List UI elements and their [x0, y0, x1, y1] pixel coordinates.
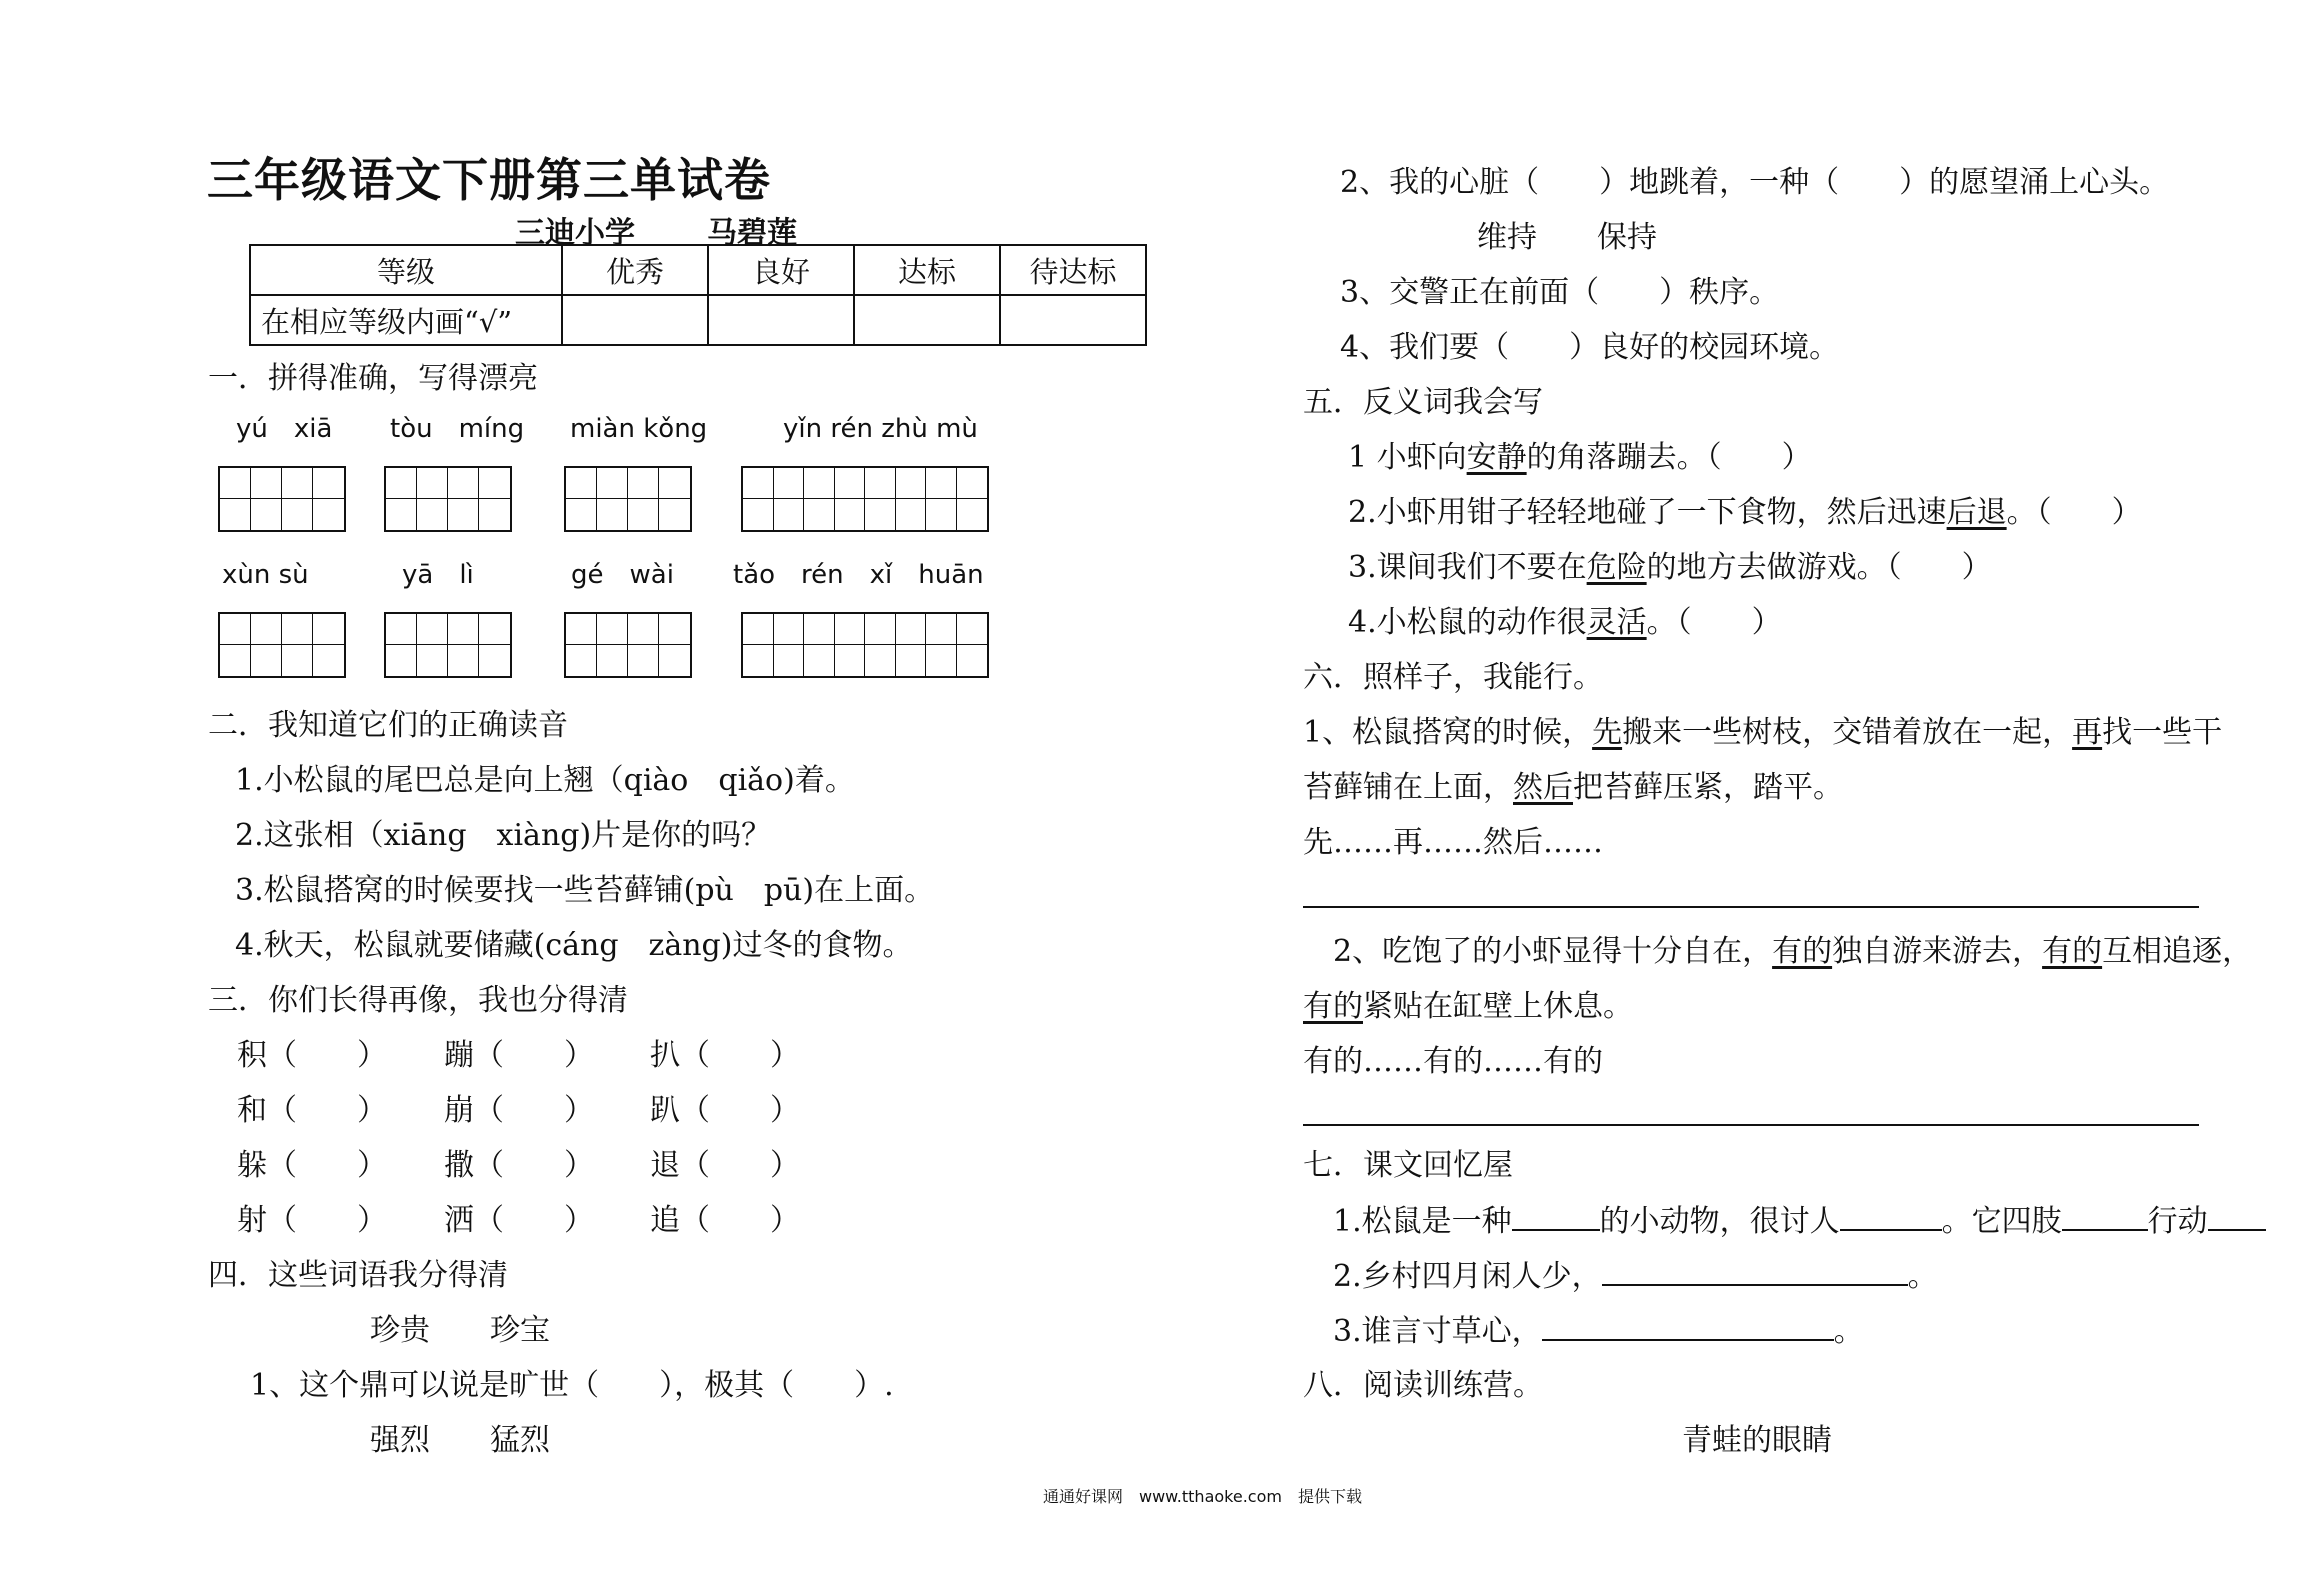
char-compare-item: 躲（ ） — [237, 1148, 387, 1183]
writing-grid[interactable] — [384, 466, 512, 532]
sentence-text: 互相追逐， — [2102, 934, 2253, 969]
grade-instruction-cell: 在相应等级内画“√” — [250, 295, 562, 345]
antonym-prefix: 3.课间我们不要在 — [1348, 550, 1587, 585]
recall-question — [1333, 1201, 2266, 1242]
reading-title: 青蛙的眼睛 — [1682, 1423, 1832, 1458]
section5-heading: 五．反义词我会写 — [1303, 385, 1543, 420]
antonym-question — [1348, 603, 1782, 643]
recall-text: 行动 — [2147, 1204, 2208, 1239]
sentence-text: 1、松鼠搭窝的时候， — [1303, 715, 1593, 750]
fill-question: 1、这个鼎可以说是旷世（ ），极其（ ）. — [250, 1368, 894, 1403]
char-compare-item: 积（ ） — [237, 1038, 387, 1073]
antonym-prefix: 4.小松鼠的动作很 — [1348, 605, 1587, 640]
fill-blank[interactable] — [2208, 1201, 2266, 1231]
fill-blank[interactable] — [1542, 1311, 1834, 1341]
writing-grid[interactable] — [384, 612, 512, 678]
reading-question: 1.小松鼠的尾巴总是向上翘（qiào qiǎo)着。 — [235, 763, 855, 798]
pinyin-label: yā lì — [402, 560, 474, 590]
word-choices: 珍贵 珍宝 — [370, 1313, 550, 1348]
writing-grid[interactable] — [741, 466, 989, 532]
example-sentence-line2 — [1303, 768, 1843, 808]
pinyin-label: gé wài — [571, 560, 674, 590]
grade-pass-cell: 达标 — [854, 245, 1000, 295]
page-title: 三年级语文下册第三单试卷 — [207, 153, 771, 207]
grade-good-cell: 良好 — [708, 245, 854, 295]
fill-question: 4、我们要（ ）良好的校园环境。 — [1340, 330, 1840, 365]
section8-heading: 八．阅读训练营。 — [1303, 1368, 1543, 1403]
antonym-suffix: 的角落蹦去。（ ） — [1526, 440, 1812, 475]
char-compare-item: 扒（ ） — [650, 1038, 800, 1073]
sentence-text: 紧贴在缸壁上休息。 — [1363, 989, 1633, 1024]
char-compare-item: 和（ ） — [237, 1093, 387, 1128]
antonym-prefix: 2.小虾用钳子轻轻地碰了一下食物，然后迅速 — [1348, 495, 1947, 530]
antonym-question — [1348, 493, 2142, 533]
answer-line[interactable] — [1303, 1124, 2199, 1126]
grade-check-box[interactable] — [854, 295, 1000, 345]
sentence-pattern: 有的……有的……有的 — [1303, 1044, 1603, 1079]
fill-blank[interactable] — [1512, 1201, 1600, 1231]
sentence-pattern: 先……再……然后…… — [1303, 825, 1603, 860]
reading-question: 4.秋天，松鼠就要储藏(cáng zàng)过冬的食物。 — [235, 928, 913, 963]
keyword: 有的 — [1303, 989, 1363, 1024]
char-compare-item: 追（ ） — [650, 1203, 800, 1238]
recall-text: 。它四肢 — [1941, 1204, 2062, 1239]
pinyin-label: yú xiā — [236, 414, 333, 444]
writing-grid[interactable] — [564, 466, 692, 532]
sentence-text: 找一些干 — [2102, 715, 2223, 750]
grade-check-box[interactable] — [708, 295, 854, 345]
word-choices: 维持 保持 — [1477, 220, 1657, 255]
section1-heading: 一．拼得准确，写得漂亮 — [208, 361, 538, 396]
antonym-target-word: 后退 — [1946, 495, 2007, 530]
char-compare-item: 射（ ） — [237, 1203, 387, 1238]
antonym-prefix: 1 小虾向 — [1348, 440, 1467, 475]
fill-question: 2、我的心脏（ ）地跳着，一种（ ）的愿望涌上心头。 — [1340, 165, 2170, 200]
grade-needs-work-cell: 待达标 — [1000, 245, 1146, 295]
antonym-suffix: 的地方去做游戏。（ ） — [1646, 550, 1992, 585]
section6-heading: 六．照样子，我能行。 — [1303, 660, 1603, 695]
reading-question: 3.松鼠搭窝的时候要找一些苔藓铺(pù pū)在上面。 — [235, 873, 935, 908]
antonym-suffix: 。（ ） — [1646, 605, 1782, 640]
recall-question — [1333, 1311, 1864, 1352]
teacher-name: 马碧莲 — [707, 216, 797, 251]
example-sentence — [1333, 932, 2252, 972]
school-name: 三迪小学 — [515, 216, 635, 251]
writing-grid[interactable] — [218, 466, 346, 532]
char-compare-item: 退（ ） — [650, 1148, 800, 1183]
example-sentence-line2 — [1303, 987, 1633, 1027]
char-compare-item: 撒（ ） — [444, 1148, 594, 1183]
recall-text: 1.松鼠是一种 — [1333, 1204, 1512, 1239]
reading-question: 2.这张相（xiāng xiàng)片是你的吗？ — [235, 818, 772, 853]
footer-credit: 通通好课网 www.tthaoke.com 提供下载 — [1043, 1487, 1362, 1506]
grade-check-row — [250, 295, 1146, 345]
section3-heading: 三．你们长得再像，我也分得清 — [208, 983, 628, 1018]
recall-text: 。 — [1833, 1314, 1864, 1349]
grade-excellent-cell: 优秀 — [562, 245, 708, 295]
pinyin-label: xùn sù — [222, 560, 309, 590]
recall-text: 。 — [1907, 1259, 1938, 1294]
recall-text: 2.乡村四月闲人少， — [1333, 1259, 1602, 1294]
char-compare-item: 洒（ ） — [444, 1203, 594, 1238]
pinyin-label: yǐn rén zhù mù — [783, 414, 978, 444]
sentence-text: 2、吃饱了的小虾显得十分自在， — [1333, 934, 1773, 969]
grade-label-cell: 等级 — [250, 245, 562, 295]
pinyin-label: tǎo rén xǐ huān — [733, 560, 984, 590]
char-compare-item: 崩（ ） — [444, 1093, 594, 1128]
antonym-question — [1348, 438, 1812, 478]
sentence-text: 搬来一些树枝，交错着放在一起， — [1622, 715, 2073, 750]
fill-blank[interactable] — [1840, 1201, 1942, 1231]
grade-table — [249, 244, 1147, 346]
section4-heading: 四．这些词语我分得清 — [208, 1258, 508, 1293]
antonym-target-word: 安静 — [1466, 440, 1527, 475]
keyword: 有的 — [1772, 934, 1833, 969]
char-compare-item: 趴（ ） — [650, 1093, 800, 1128]
example-sentence — [1303, 713, 2222, 753]
antonym-suffix: 。（ ） — [2006, 495, 2142, 530]
writing-grid[interactable] — [564, 612, 692, 678]
char-compare-item: 蹦（ ） — [444, 1038, 594, 1073]
antonym-target-word: 灵活 — [1586, 605, 1647, 640]
writing-grid[interactable] — [741, 612, 989, 678]
sentence-text: 独自游来游去， — [1832, 934, 2043, 969]
recall-text: 的小动物，很讨人 — [1599, 1204, 1840, 1239]
grade-header-row — [250, 245, 1146, 295]
word-choices: 强烈 猛烈 — [370, 1423, 550, 1458]
section7-heading: 七．课文回忆屋 — [1303, 1148, 1513, 1183]
writing-grid[interactable] — [218, 612, 346, 678]
grade-check-box[interactable] — [562, 295, 708, 345]
antonym-question — [1348, 548, 1992, 588]
antonym-target-word: 危险 — [1586, 550, 1647, 585]
sentence-text: 把苔藓压紧，踏平。 — [1573, 770, 1843, 805]
answer-line[interactable] — [1303, 906, 2199, 908]
recall-question — [1333, 1256, 1938, 1297]
fill-blank[interactable] — [1602, 1256, 1908, 1286]
section2-heading: 二．我知道它们的正确读音 — [208, 708, 568, 743]
keyword: 然后 — [1513, 770, 1573, 805]
sentence-text: 苔藓铺在上面， — [1303, 770, 1513, 805]
fill-blank[interactable] — [2062, 1201, 2148, 1231]
keyword: 有的 — [2042, 934, 2103, 969]
pinyin-label: tòu míng — [390, 414, 525, 444]
pinyin-label: miàn kǒng — [570, 414, 708, 444]
recall-text: 3.谁言寸草心， — [1333, 1314, 1542, 1349]
keyword: 再 — [2072, 715, 2103, 750]
keyword: 先 — [1592, 715, 1623, 750]
grade-check-box[interactable] — [1000, 295, 1146, 345]
fill-question: 3、交警正在前面（ ）秩序。 — [1340, 275, 1780, 310]
